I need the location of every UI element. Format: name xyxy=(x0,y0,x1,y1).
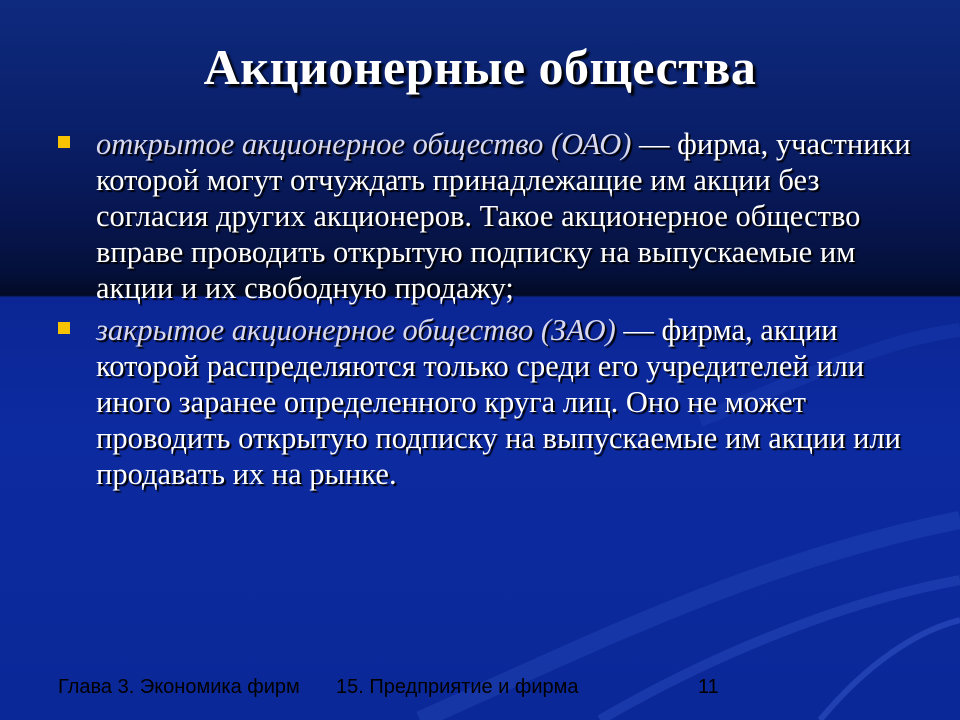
bullet-list xyxy=(58,126,938,498)
footer-chapter: Глава 3. Экономика фирм xyxy=(58,676,300,698)
bullet-square-icon xyxy=(58,136,70,148)
bullet-paragraph xyxy=(96,312,938,492)
term-zao: закрытое акционерное общество (ЗАО) xyxy=(96,313,616,347)
bullet-item-zao xyxy=(58,312,938,492)
definition-zao: — фирма, акции которой распределяются только среди его учредителей или иного заранее определенного круга лиц. Оно не может проводить открытую подписку на выпускаемые им акции или продавать их на рынке. xyxy=(96,313,902,491)
bullet-paragraph xyxy=(96,126,938,306)
footer-section: 15. Предприятие и фирма xyxy=(336,676,579,698)
definition-oao: — фирма, участники которой могут отчуждать принадлежащие им акции без согласия других акционеров. Такое акционерное общество вправе проводить открытую подписку на выпускаемые им акции и их свободную продажу; xyxy=(96,127,911,305)
bullet-square-icon xyxy=(58,322,70,334)
page-number: 11 xyxy=(698,676,719,698)
slide-title: Акционерные общества xyxy=(203,39,757,95)
bullet-item-oao xyxy=(58,126,938,306)
term-oao: открытое акционерное общество (ОАО) xyxy=(96,127,632,161)
